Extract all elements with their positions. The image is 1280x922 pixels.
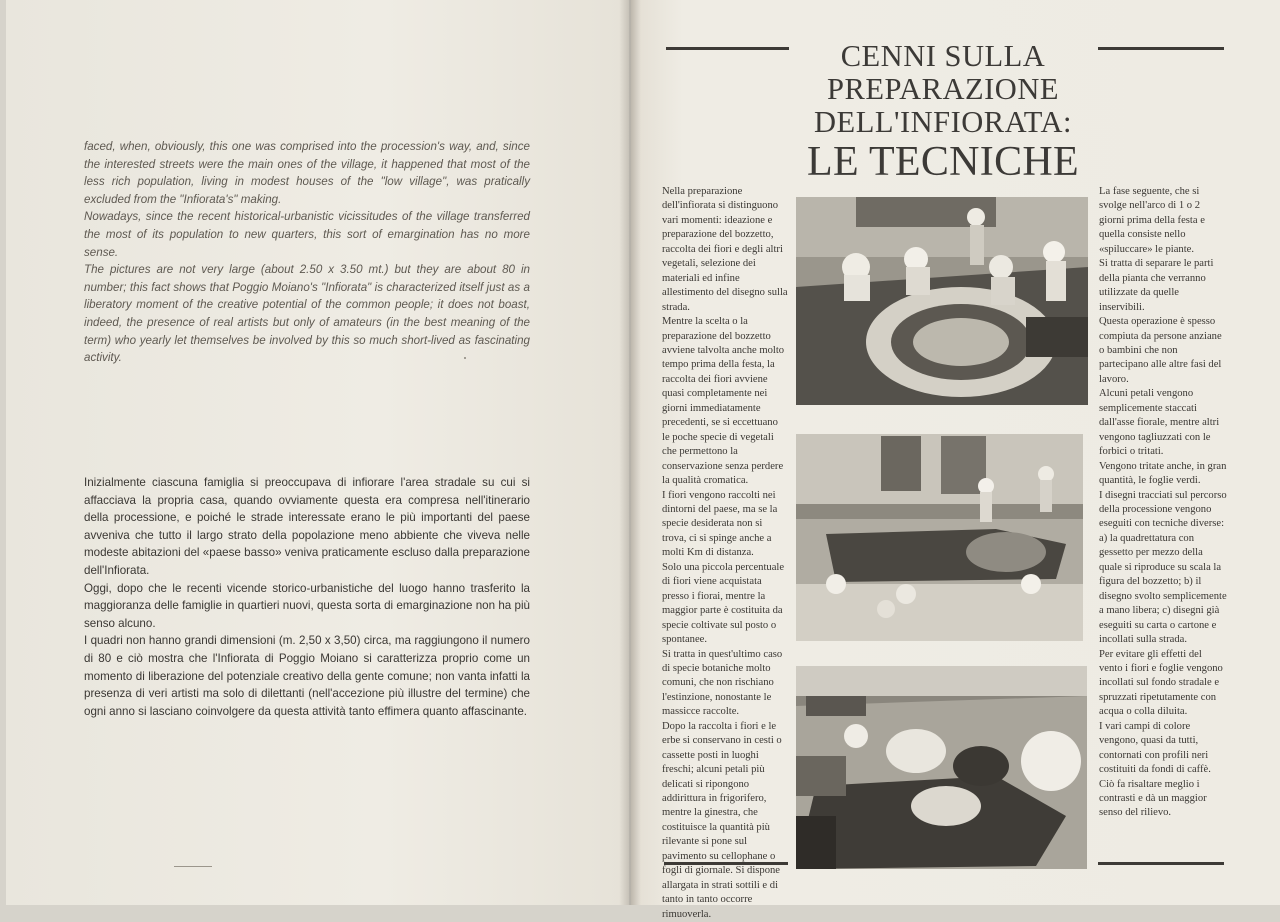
italian-paragraph: I quadri non hanno grandi dimensioni (m. 2,50 x 3,50) circa, ma raggiungono il numero di 80 e ciò mostra che l'Infiorata di Poggio Moiano si caratterizza proprio come un momento di liberazione del potenziale creativo della gente comune; non vanta infatti la presenza di veri artisti ma solo di dilettanti (nell'accezione più illustre del termine) che ogni anno si lasciano coinvolgere da questa attività tanto effimera quanto affascinante. xyxy=(84,634,530,718)
italian-text-block xyxy=(84,474,530,720)
column-paragraph: Nella preparazione dell'infiorata si distinguono vari momenti: ideazione e preparazione del bozzetto, raccolta dei fiori e degli altri vegetali, selezione dei materiali ed infine allestimento del disegno sulla strada. xyxy=(662,186,788,313)
title-line: DELL'INFIORATA: xyxy=(814,105,1072,139)
english-text-block xyxy=(84,138,530,367)
italian-paragraph: Oggi, dopo che le recenti vicende storico-urbanistiche del luogo hanno trasferito la maggioranza delle famiglie in quartieri nuovi, questa sorta di emarginazione non ha più senso alcuno. xyxy=(84,581,530,630)
english-paragraph: faced, when, obviously, this one was comprised into the procession's way, and, since the interested streets were the main ones of the village, it happened that most of the less rich population, living in modest houses of the "low village", was pratically excluded from the "Infiorata's" making. xyxy=(84,140,530,206)
column-paragraph: Vengono tritate anche, in gran quantità, le foglie verdi. xyxy=(1099,460,1227,487)
english-paragraph: The pictures are not very large (about 2.50 x 3.50 mt.) but they are about 80 in number; this fact shows that Poggio Moiano's "Infiorata" is characterized itself just as a liberatory moment of the creative potential of the common people; it does not boast, indeed, the presence of real artists but only of amateurs (in the best meaning of the term) who yearly let themselves be involved by this so much short-lived as fascinating activity. xyxy=(84,263,530,365)
paper-mark xyxy=(174,866,212,867)
title-line: LE TECNICHE xyxy=(807,139,1079,185)
photo-image xyxy=(796,197,1088,405)
title-line: PREPARAZIONE xyxy=(827,72,1059,106)
column-paragraph: Si tratta di separare le parti della pianta che verranno utilizzate da quelle inservibili. xyxy=(1099,258,1214,313)
text-column-left xyxy=(662,185,788,922)
paper-speck xyxy=(464,357,466,359)
photo-flower-carpet-animals xyxy=(796,434,1083,641)
column-paragraph: La fase seguente, che si svolge nell'arco di 1 o 2 giorni prima della festa e quella consiste nello «spiluccare» le piante. xyxy=(1099,186,1205,255)
article-title xyxy=(803,40,1083,185)
italian-paragraph: Inizialmente ciascuna famiglia si preoccupava di infiorare l'area stradale su cui si affacciava la propria casa, quando ovviamente questa era compresa nell'itinerario della processione, e poiché le strade interessate erano le più importanti del paese avveniva che tutto il largo strato della popolazione meno abbiente che viveva nelle modeste abitazioni del «paese basso» veniva praticamente escluso dalla preparazione dell'Infiorata. xyxy=(84,476,530,577)
photo-people-working xyxy=(796,666,1087,869)
photo-image xyxy=(796,666,1087,869)
decorative-rule xyxy=(1098,862,1224,865)
photo-flower-carpet-circle xyxy=(796,197,1088,405)
text-column-right xyxy=(1099,185,1227,821)
column-paragraph: Mentre la scelta o la preparazione del bozzetto avviene talvolta anche molto tempo prima della festa, la raccolta dei fiori avviene quasi completamente nei giorni immediatamente precedenti, se si eccettuano le poche specie di vegetali che permettono la conservazione senza perdere la qualità cromatica. xyxy=(662,316,785,487)
title-line: CENNI SULLA xyxy=(840,39,1046,73)
column-paragraph: Alcuni petali vengono semplicemente staccati dall'asse fiorale, mentre altri vengono tagliuzzati con le forbici o tritati. xyxy=(1099,388,1220,458)
photo-image xyxy=(796,434,1083,641)
column-paragraph: I disegni tracciati sul percorso della processione vengono eseguiti con tecniche diverse: a) la quadrettatura con gessetto per mezzo della quale si riproduce su scala la figura del bozzetto; b) il disegno svolto semplicemente a mano libera; c) disegni già eseguiti su carta o cartone e incollati sulla strada. xyxy=(1099,489,1227,646)
english-paragraph: Nowadays, since the recent historical-urbanistic vicissitudes of the village transferred the most of its population to new quarters, this sort of emargination has no more sense. xyxy=(84,210,530,259)
column-paragraph: Dopo la raccolta i fiori e le erbe si conservano in cesti o cassette posti in luoghi freschi; alcuni petali più delicati si ripongono addirittura in frigorifero, mentre la ginestra, che costituisce la quantità più rilevante si pone sul pavimento su cellophane o fogli di giornale. Si dispone allargata in strati sottili e di tanto in tanto occorre rimuoverla. xyxy=(662,720,782,920)
book-gutter xyxy=(619,0,641,905)
column-paragraph: Si tratta in quest'ultimo caso di specie botaniche molto comuni, che non rischiano l'estinzione, nonostante le massicce raccolte. xyxy=(662,648,783,718)
column-paragraph: Questa operazione è spesso compiuta da persone anziane o bambini che non partecipano alle altre fasi del lavoro. xyxy=(1099,316,1222,385)
column-paragraph: Solo una piccola percentuale di fiori viene acquistata presso i fiorai, mentre la maggior parte è costituita da specie coltivate sul posto o spontanee. xyxy=(662,561,785,646)
left-page xyxy=(6,0,629,905)
decorative-rule xyxy=(1098,47,1224,50)
column-paragraph: I vari campi di colore vengono, quasi da tutti, contornati con profili neri costituiti da fondi di caffè. Ciò fa risaltare meglio i contrasti e dà un maggior senso del rilievo. xyxy=(1099,720,1211,819)
column-paragraph: I fiori vengono raccolti nei dintorni del paese, ma se la specie desiderata non si trova, ci si spinge anche a molti Km di distanza. xyxy=(662,489,778,559)
decorative-rule xyxy=(666,47,789,50)
column-paragraph: Per evitare gli effetti del vento i fiori e foglie vengono incollati sul fondo stradale e spruzzati ripetutamente con acqua o colla diluita. xyxy=(1099,648,1223,718)
